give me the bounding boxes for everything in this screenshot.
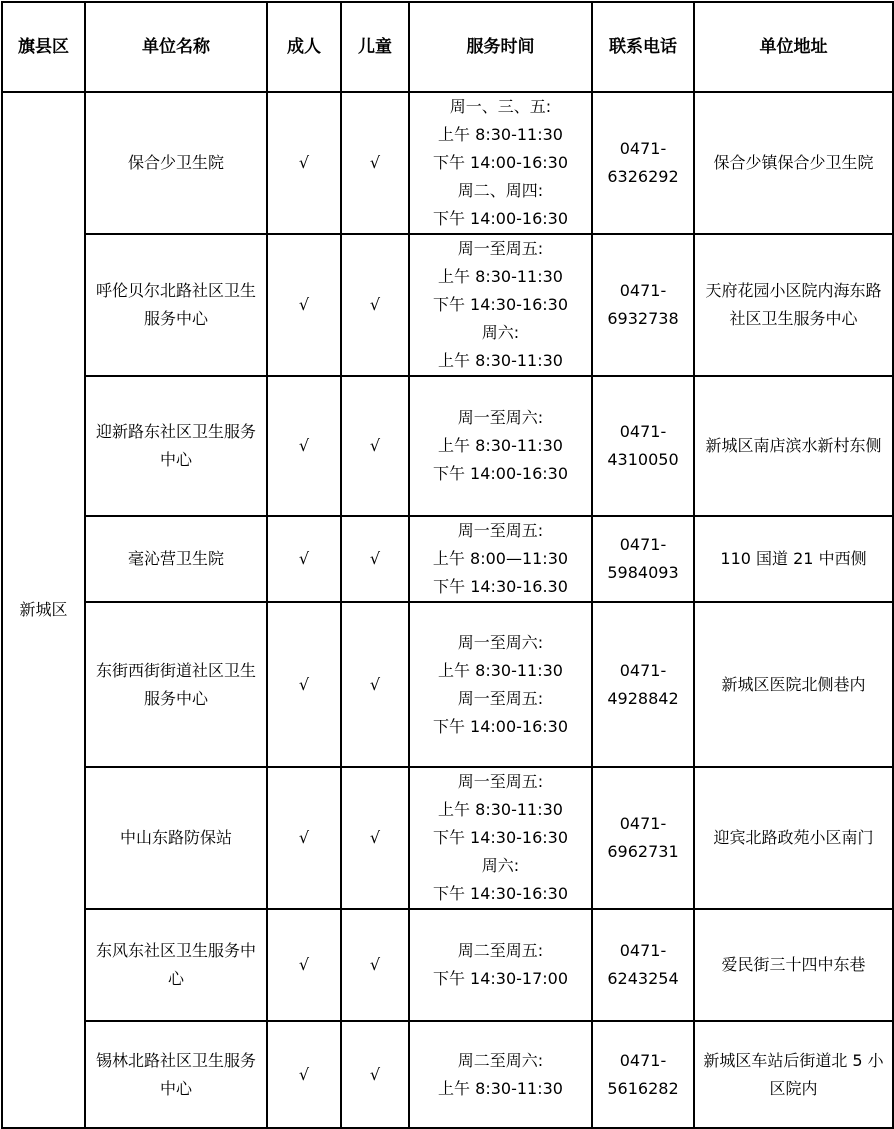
adult-check-icon: √ <box>267 1021 341 1128</box>
phone-number: 4928842 <box>607 688 679 708</box>
unit-name: 迎新路东社区卫生服务中心 <box>85 376 267 516</box>
hours-line: 下午 14:00-16:30 <box>432 209 569 228</box>
hours-line: 下午 14:00-16:30 <box>432 464 569 483</box>
unit-name: 毫沁营卫生院 <box>85 516 267 602</box>
hours-line: 周一至周五: <box>457 772 544 791</box>
adult-check-icon: √ <box>267 376 341 516</box>
unit-name: 呼伦贝尔北路社区卫生服务中心 <box>85 234 267 376</box>
hours-line: 周二至周六: <box>457 1050 544 1070</box>
phone-prefix: 0471- <box>619 660 667 680</box>
phone <box>592 767 694 909</box>
hours-line: 周一至周六: <box>457 632 544 652</box>
address: 新城区医院北侧巷内 <box>694 602 893 767</box>
vaccination-sites-table <box>1 1 894 1129</box>
table-row <box>2 376 893 516</box>
service-hours <box>409 376 592 516</box>
child-check-icon: √ <box>341 1021 409 1128</box>
phone-prefix: 0471- <box>619 139 667 158</box>
table-row <box>2 234 893 376</box>
hours-line: 上午 8:30-11:30 <box>438 800 563 819</box>
hours-line: 周六: <box>481 856 520 875</box>
hours-line: 下午 14:30-16:30 <box>432 828 569 847</box>
hours-line: 下午 14:00-16:30 <box>432 716 569 736</box>
header-phone: 联系电话 <box>592 2 694 92</box>
header-service-hours: 服务时间 <box>409 2 592 92</box>
address: 保合少镇保合少卫生院 <box>694 92 893 234</box>
adult-check-icon: √ <box>267 602 341 767</box>
table-row <box>2 1021 893 1128</box>
phone-number: 6326292 <box>607 167 679 186</box>
address: 天府花园小区院内海东路社区卫生服务中心 <box>694 234 893 376</box>
address: 爱民街三十四中东巷 <box>694 909 893 1021</box>
hours-line: 下午 14:30-16:30 <box>432 295 569 314</box>
unit-name: 东街西街街道社区卫生服务中心 <box>85 602 267 767</box>
hours-line: 上午 8:30-11:30 <box>438 660 563 680</box>
hours-line: 下午 14:30-16:30 <box>432 884 569 903</box>
hours-line: 周二至周五: <box>457 941 544 960</box>
district-cell: 新城区 <box>2 92 85 1128</box>
service-hours <box>409 767 592 909</box>
hours-line: 上午 8:00—11:30 <box>432 549 569 568</box>
header-adult: 成人 <box>267 2 341 92</box>
unit-name: 东风东社区卫生服务中心 <box>85 909 267 1021</box>
phone <box>592 234 694 376</box>
hours-line: 周一、三、五: <box>449 97 552 116</box>
table-row <box>2 767 893 909</box>
phone-prefix: 0471- <box>619 281 667 300</box>
phone-prefix: 0471- <box>619 814 667 833</box>
phone <box>592 909 694 1021</box>
child-check-icon: √ <box>341 516 409 602</box>
address: 新城区南店滨水新村东侧 <box>694 376 893 516</box>
header-unit-name: 单位名称 <box>85 2 267 92</box>
table-row <box>2 602 893 767</box>
child-check-icon: √ <box>341 909 409 1021</box>
phone-prefix: 0471- <box>619 535 667 554</box>
hours-line: 周六: <box>481 323 520 342</box>
child-check-icon: √ <box>341 92 409 234</box>
phone <box>592 602 694 767</box>
header-row <box>2 2 893 92</box>
hours-line: 下午 14:30-16.30 <box>433 577 568 596</box>
phone <box>592 376 694 516</box>
hours-line: 周一至周五: <box>457 239 544 258</box>
phone-prefix: 0471- <box>619 422 667 441</box>
adult-check-icon: √ <box>267 516 341 602</box>
phone-number: 5984093 <box>607 563 679 582</box>
service-hours <box>409 602 592 767</box>
hours-line: 上午 8:30-11:30 <box>438 436 563 455</box>
table-row <box>2 92 893 234</box>
hours-line: 下午 14:00-16:30 <box>432 153 569 172</box>
phone <box>592 92 694 234</box>
hours-line: 上午 8:30-11:30 <box>438 351 563 370</box>
address: 迎宾北路政苑小区南门 <box>694 767 893 909</box>
hours-line: 上午 8:30-11:30 <box>438 1078 563 1098</box>
hours-line: 下午 14:30-17:00 <box>432 969 569 988</box>
unit-name: 锡林北路社区卫生服务中心 <box>85 1021 267 1128</box>
phone-number: 5616282 <box>607 1078 679 1098</box>
table-row <box>2 909 893 1021</box>
service-hours <box>409 234 592 376</box>
address: 110 国道 21 中西侧 <box>694 516 893 602</box>
service-hours <box>409 1021 592 1128</box>
child-check-icon: √ <box>341 602 409 767</box>
table-row <box>2 516 893 602</box>
phone <box>592 1021 694 1128</box>
child-check-icon: √ <box>341 376 409 516</box>
header-address: 单位地址 <box>694 2 893 92</box>
phone-number: 4310050 <box>607 450 679 469</box>
header-child: 儿童 <box>341 2 409 92</box>
hours-line: 上午 8:30-11:30 <box>438 125 563 144</box>
hours-line: 周一至周六: <box>457 408 544 427</box>
phone-prefix: 0471- <box>619 941 667 960</box>
unit-name: 保合少卫生院 <box>85 92 267 234</box>
address: 新城区车站后街道北 5 小区院内 <box>694 1021 893 1128</box>
header-district: 旗县区 <box>2 2 85 92</box>
adult-check-icon: √ <box>267 92 341 234</box>
adult-check-icon: √ <box>267 234 341 376</box>
adult-check-icon: √ <box>267 909 341 1021</box>
phone <box>592 516 694 602</box>
phone-number: 6932738 <box>607 309 679 328</box>
hours-line: 上午 8:30-11:30 <box>438 267 563 286</box>
service-hours <box>409 92 592 234</box>
service-hours <box>409 516 592 602</box>
hours-line: 周一至周五: <box>457 521 544 540</box>
hours-line: 周二、周四: <box>457 181 544 200</box>
hours-line: 周一至周五: <box>457 688 544 708</box>
phone-number: 6243254 <box>607 969 679 988</box>
service-hours <box>409 909 592 1021</box>
adult-check-icon: √ <box>267 767 341 909</box>
phone-prefix: 0471- <box>619 1050 667 1070</box>
child-check-icon: √ <box>341 767 409 909</box>
phone-number: 6962731 <box>607 842 679 861</box>
child-check-icon: √ <box>341 234 409 376</box>
unit-name: 中山东路防保站 <box>85 767 267 909</box>
